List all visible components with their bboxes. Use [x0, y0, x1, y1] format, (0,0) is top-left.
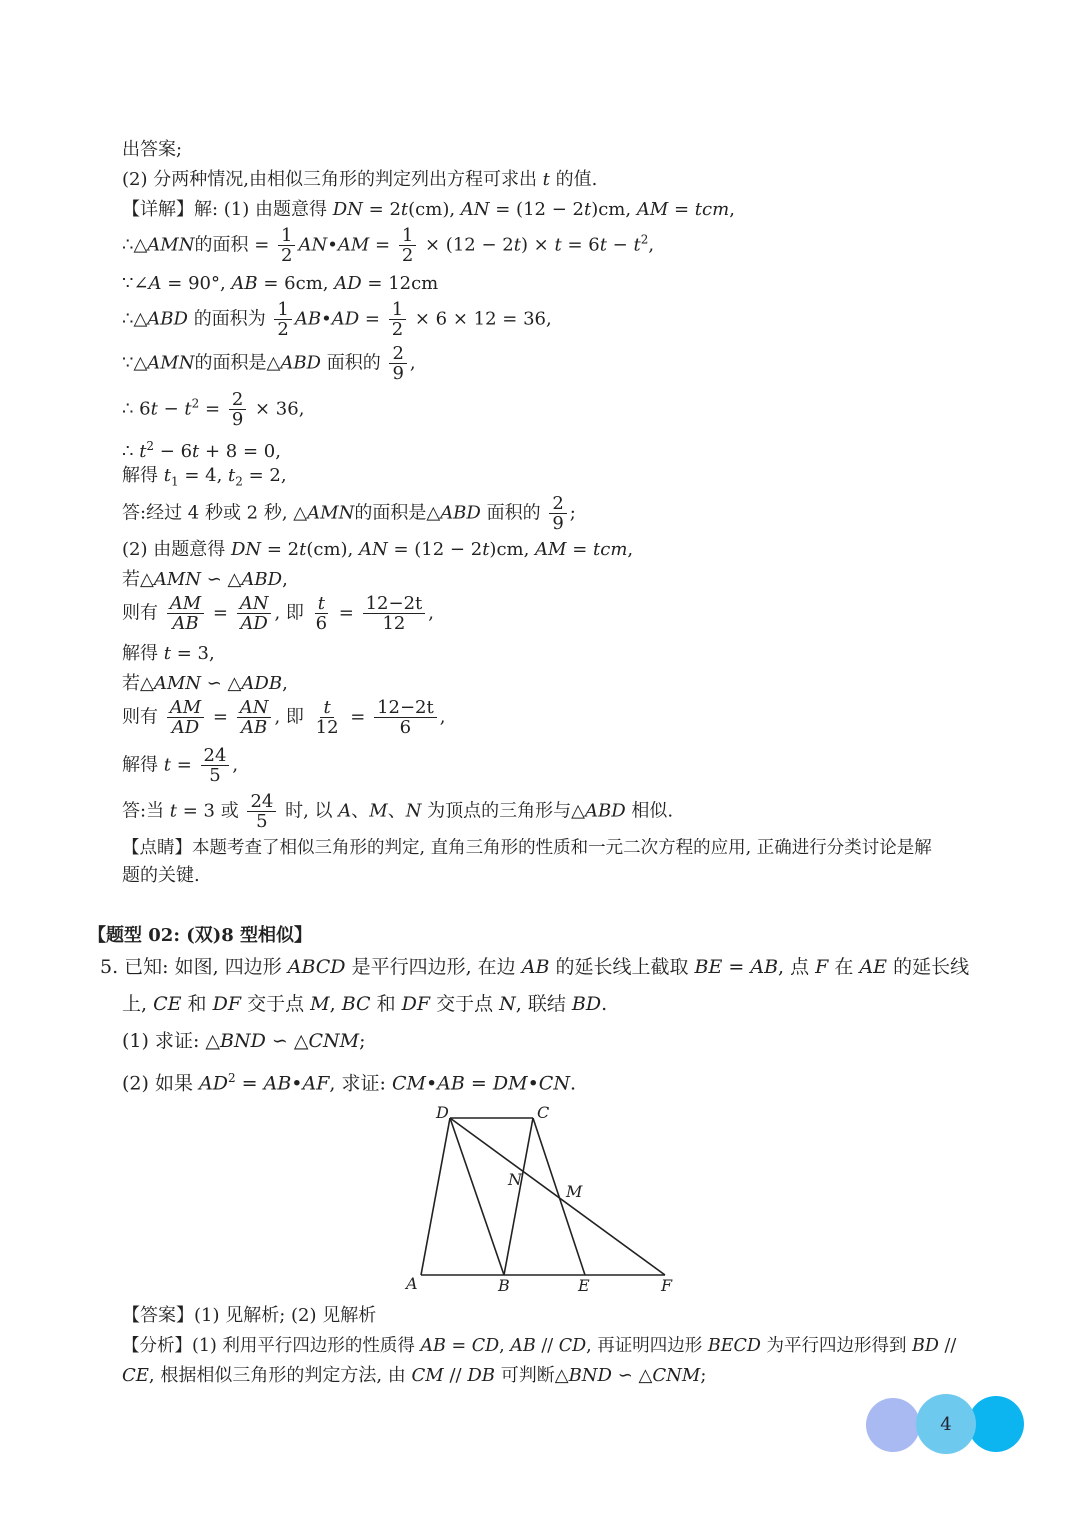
fraction-24-5: $\frac{24}{5}$ — [201, 746, 230, 785]
text-line-11: 答:经过 4 秒或 2 秒, △AMN的面积是△ABD 面积的 $\frac{2}{9}$ ; — [122, 493, 576, 534]
text-line-9: ∴ $t^2 - 6t + 8 = 0$, — [122, 439, 281, 462]
label-b: B — [498, 1276, 510, 1295]
segment-ad — [421, 1118, 450, 1275]
text-line-16: 若△AMN ∽ △ADB, — [122, 673, 288, 694]
fraction-24-5: $\frac{24}{5}$ — [247, 792, 276, 831]
text-line-5: ∵∠A = 90°, AB = 6cm, AD = 12cm — [122, 273, 439, 294]
text-line-18: 解得 t = $\frac{24}{5}$ , — [122, 745, 239, 786]
text-line-19: 答:当 t = 3 或 $\frac{24}{5}$ 时, 以 A、M、N 为顶点的三角形与△ABD 相似. — [122, 791, 674, 832]
fraction-half: $\frac{1}{2}$ — [389, 300, 406, 339]
page-number: 4 — [940, 1413, 952, 1435]
text-line-8: ∴ $6t - t^2$ = $\frac{2}{9}$ × 36, — [122, 389, 305, 430]
answer-line: 【答案】(1) 见解析; (2) 见解析 — [122, 1305, 377, 1326]
segment-db — [450, 1118, 504, 1275]
analysis-line-1: 【分析】(1) 利用平行四边形的性质得 AB = CD, AB // CD, 再证明四边形 BECD 为平行四边形得到 BD // — [122, 1336, 957, 1356]
label-a: A — [406, 1274, 418, 1293]
text-line-1: 出答案; — [122, 139, 183, 160]
text-line-17: 则有 $\frac{AM}{AD}$ = $\frac{AN}{AB}$ , 即 $\frac{t}{12}$ = $\frac{12-2t}{6}$ , — [122, 697, 446, 738]
fraction-half: $\frac{1}{2}$ — [278, 226, 295, 265]
fraction-two-ninths: $\frac{2}{9}$ — [229, 390, 246, 429]
label-c: C — [537, 1103, 550, 1122]
fraction-am-ab: $\frac{AM}{AB}$ — [167, 594, 204, 633]
fraction-am-ad: $\frac{AM}{AD}$ — [167, 698, 204, 737]
fraction-t-12: $\frac{t}{12}$ — [315, 697, 339, 738]
fraction-half: $\frac{1}{2}$ — [399, 226, 416, 265]
parallelogram-figure — [400, 1100, 690, 1300]
text-line-10: 解得 $t_1 = 4$, $t_2 = 2$, — [122, 465, 287, 489]
fraction-an-ad: $\frac{AN}{AD}$ — [237, 594, 272, 633]
label-d: D — [436, 1103, 449, 1122]
text-line-15: 解得 t = 3, — [122, 643, 215, 664]
analysis-line-2: CE, 根据相似三角形的判定方法, 由 CM // DB 可判断△BND ∽ △CNM; — [122, 1365, 707, 1386]
text-line-6: ∴△ABD 的面积为 $\frac{1}{2}$ AB•AD = $\frac{1}{2}$ × 6 × 12 = 36, — [122, 299, 552, 340]
label-m: M — [566, 1182, 583, 1201]
text-line-21: 题的关键. — [122, 865, 200, 886]
fraction-12m2t-6: $\frac{12-2t}{6}$ — [374, 698, 437, 737]
fraction-two-ninths: $\frac{2}{9}$ — [389, 344, 406, 383]
text-line-4: ∴△AMN的面积 = $\frac{1}{2}$ AN•AM = $\frac{1}{2}$ × $(12 - 2t) \times t = 6t - t^2$, — [122, 225, 655, 266]
segment-df — [450, 1118, 665, 1275]
text-line-14: 则有 $\frac{AM}{AB}$ = $\frac{AN}{AD}$ , 即 $\frac{t}{6}$ = $\frac{12-2t}{12}$ , — [122, 593, 435, 634]
text-line-13: 若△AMN ∽ △ABD, — [122, 569, 288, 590]
text-line-3: 【详解】解: (1) 由题意得 DN = 2t(cm), AN = (12 − 2t)cm, AM = tcm, — [122, 199, 735, 220]
label-e: E — [578, 1276, 590, 1295]
label-f: F — [661, 1276, 673, 1295]
fraction-half: $\frac{1}{2}$ — [274, 300, 291, 339]
text-line-2: (2) 分两种情况,由相似三角形的判定列出方程可求出 t 的值. — [122, 169, 598, 190]
question-line-2: 上, CE 和 DF 交于点 M, BC 和 DF 交于点 N, 联结 BD. — [122, 993, 608, 1015]
section-heading: 【题型 02: (双)8 型相似】 — [88, 925, 313, 946]
fraction-two-ninths: $\frac{2}{9}$ — [549, 494, 566, 533]
text-line-12: (2) 由题意得 DN = 2t(cm), AN = (12 − 2t)cm, AM = tcm, — [122, 539, 634, 560]
text-line-20: 【点睛】本题考查了相似三角形的判定, 直角三角形的性质和一元二次方程的应用, 正确进行分类讨论是解 — [122, 838, 932, 858]
question-part-2: (2) 如果 $AD^2$ = AB•AF, 求证: CM•AB = DM•CN. — [122, 1071, 576, 1095]
fraction-12m2t-12: $\frac{12-2t}{12}$ — [363, 594, 426, 633]
fraction-t-6: $\frac{t}{6}$ — [315, 593, 328, 634]
page-badge-right-circle — [968, 1396, 1024, 1452]
page-number-badge — [916, 1394, 976, 1454]
question-part-1: (1) 求证: △BND ∽ △CNM; — [122, 1030, 366, 1052]
question-line-1: 5. 已知: 如图, 四边形 ABCD 是平行四边形, 在边 AB 的延长线上截取 BE = AB, 点 F 在 AE 的延长线 — [100, 956, 970, 978]
fraction-an-ab: $\frac{AN}{AB}$ — [237, 698, 272, 737]
text-line-7: ∵△AMN的面积是△ABD 面积的 $\frac{2}{9}$ , — [122, 343, 416, 384]
label-n: N — [508, 1170, 522, 1189]
segment-bc — [504, 1118, 533, 1275]
page-badge-left-circle — [866, 1398, 920, 1452]
